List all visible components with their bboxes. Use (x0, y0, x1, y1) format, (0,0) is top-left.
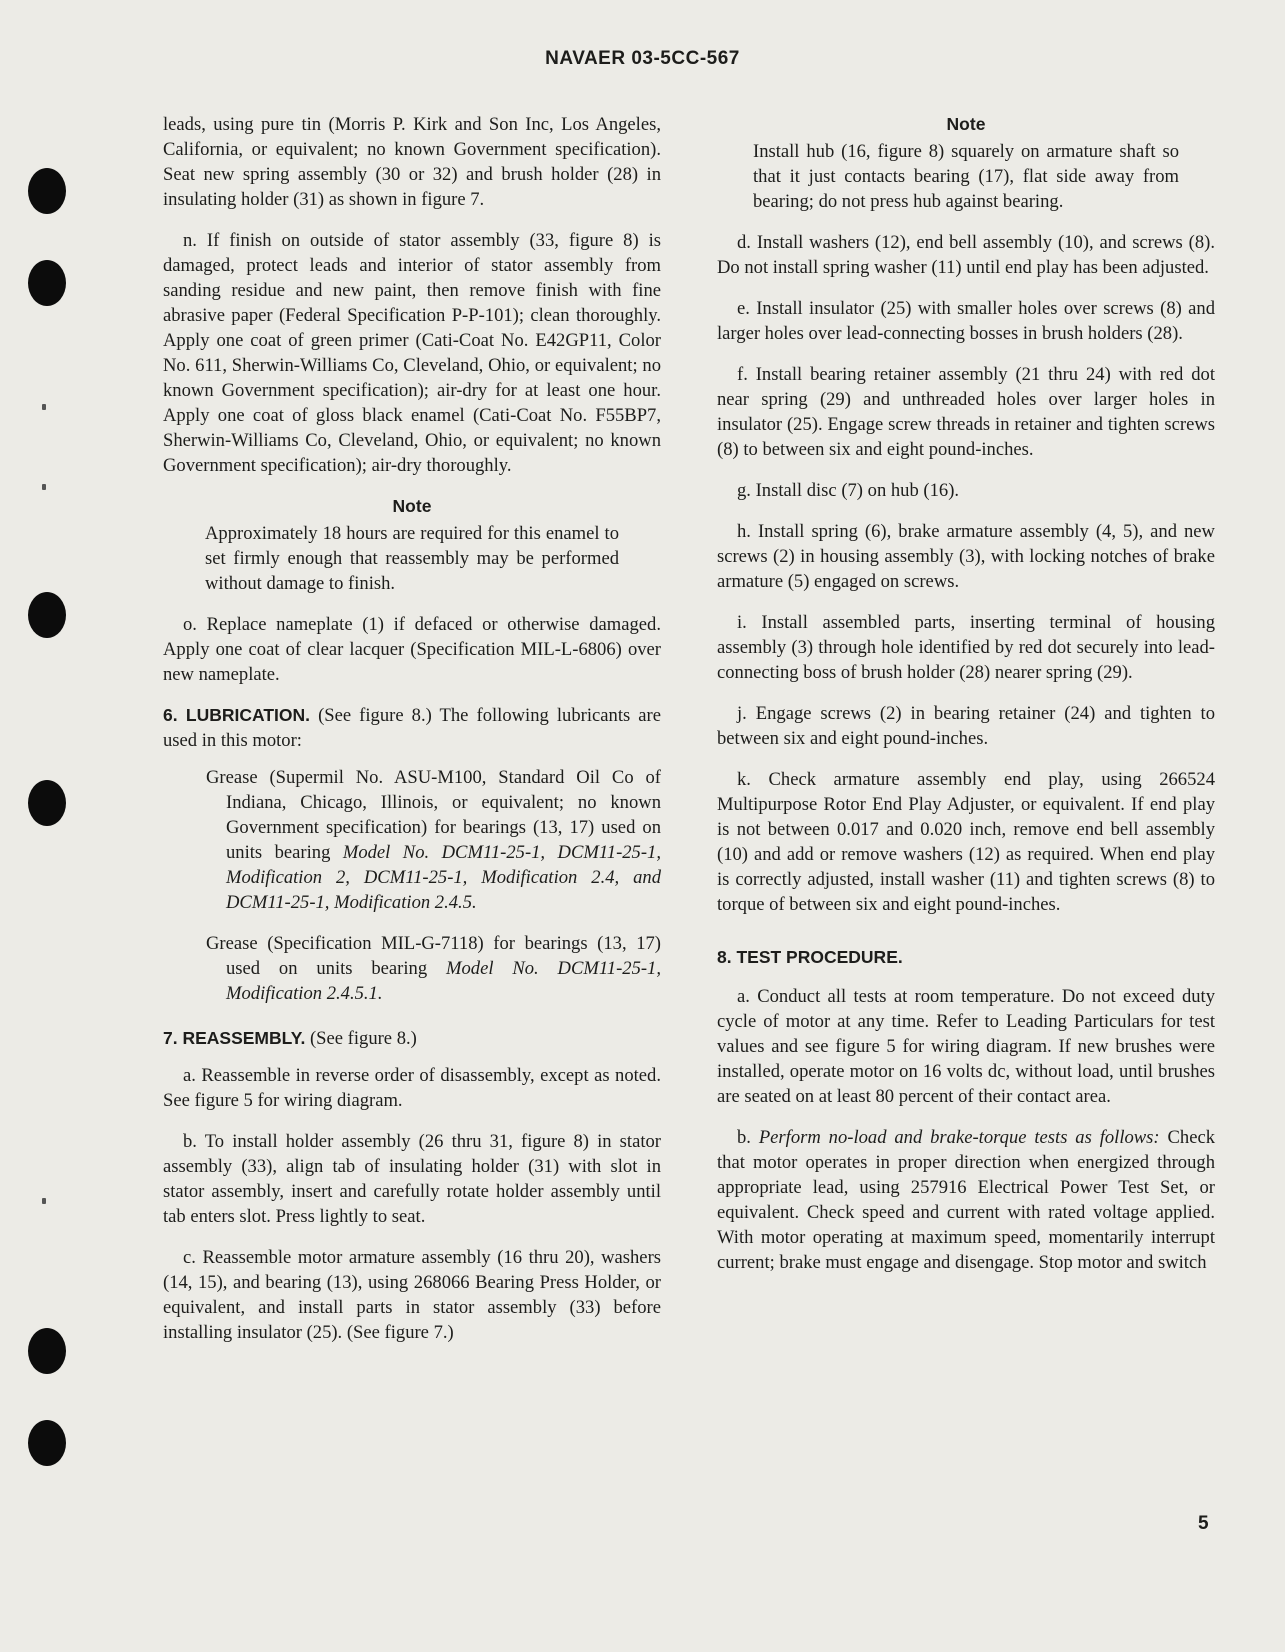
grease-1-text: Grease (Supermil No. ASU-M100, Standard Oil Co of Indiana, Chicago, Illinois, or equivalent; no known Government specification) for bearings (13, 17) used on units bearing (206, 767, 661, 863)
step-o: o. Replace nameplate (1) if defaced or otherwise damaged. Apply one coat of clear lacquer (Specification MIL-L-6806) over new nameplate. (163, 614, 661, 685)
section-6-title: 6. LUBRICATION. (163, 705, 310, 725)
step-h: h. Install spring (6), brake armature assembly (4, 5), and new screws (2) in housing assembly (3), with locking notches of brake armature (5) engaged on screws. (717, 521, 1215, 592)
step-f: f. Install bearing retainer assembly (21 thru 24) with red dot near spring (29) and unthreaded holes over larger holes in insulator (25). Engage screw threads in retainer and tighten screws (8) to between six and eight pound-inches. (717, 364, 1215, 460)
section-8 (717, 945, 1215, 970)
page-number: 5 (1198, 1513, 1209, 1534)
step-e: e. Install insulator (25) with smaller holes over screws (8) and larger holes over lead-connecting bosses in brush holders (28). (717, 298, 1215, 344)
grease-item-2 (183, 931, 661, 1006)
section-8-title: 8. TEST PROCEDURE. (717, 947, 903, 967)
step-8a: a. Conduct all tests at room temperature. Do not exceed duty cycle of motor at any time. Refer to Leading Particulars for test values and see figure 5 for wiring diagram. If new brushes were installed, operate motor on 16 volts dc, without load, until brushes are seated on at least 80 percent of their contact area. (717, 986, 1215, 1107)
note-title: Note (946, 114, 986, 134)
step-c: c. Reassemble motor armature assembly (16 thru 20), washers (14, 15), and bearing (13), using 268066 Bearing Press Holder, or equivalent, and install parts in stator assembly (33) before installing insulator (25). (See figure 7.) (163, 1247, 661, 1343)
section-7-title: 7. REASSEMBLY. (163, 1028, 306, 1048)
left-column (163, 112, 661, 1361)
binder-hole (28, 260, 66, 306)
step-g: g. Install disc (7) on hub (16). (737, 480, 960, 501)
grease-item-1 (183, 765, 661, 915)
page-header: NAVAER 03-5CC-567 (545, 48, 740, 69)
step-8b (717, 1125, 1215, 1275)
section-7-text: (See figure 8.) (305, 1028, 417, 1049)
paragraph-continued: leads, using pure tin (Morris P. Kirk and Son Inc, Los Angeles, California, or equivalent; no known Government specification). Seat new spring assembly (30 or 32) and brush holder (28) in insulating holder (31) as shown in figure 7. (163, 114, 661, 210)
grease-1-model: Model No. DCM11-25-1, DCM11-25-1, Modification 2, DCM11-25-1, Modification 2.4, and DCM11-25-1, Modification 2.4.5. (226, 842, 661, 913)
step-i: i. Install assembled parts, inserting terminal of housing assembly (3) through hole identified by red dot securely into lead-connecting boss of brush holder (28) nearer spring (29). (717, 612, 1215, 683)
section-7 (163, 1026, 661, 1051)
step-k: k. Check armature assembly end play, using 266524 Multipurpose Rotor End Play Adjuster, or equivalent. If end play is not between 0.017 and 0.020 inch, remove end bell assembly (10) and add or remove washers (12) as required. When end play is correctly adjusted, install washer (11) and tighten screws (8) to torque of between six and eight pound-inches. (717, 769, 1215, 915)
scan-speck (42, 484, 46, 490)
section-6-text: (See figure 8.) The following lubricants are used in this motor: (163, 705, 661, 751)
note-title: Note (392, 496, 432, 516)
binder-hole (28, 168, 66, 214)
scan-speck (42, 1198, 46, 1204)
note-text: Approximately 18 hours are required for this enamel to set firmly enough that reassembly may be performed without damage to finish. (205, 523, 619, 594)
binder-hole (28, 592, 66, 638)
note-text: Install hub (16, figure 8) squarely on armature shaft so that it just contacts bearing (17), flat side away from bearing; do not press hub against bearing. (753, 141, 1179, 212)
step-b: b. To install holder assembly (26 thru 31, figure 8) in stator assembly (33), align tab of insulating holder (31) with slot in stator assembly, insert and carefully rotate holder assembly until tab enters slot. Press lightly to seat. (163, 1131, 661, 1227)
step-a: a. Reassemble in reverse order of disassembly, except as noted. See figure 5 for wiring diagram. (163, 1065, 661, 1111)
binder-hole (28, 1328, 66, 1374)
binder-hole (28, 1420, 66, 1466)
step-8b-italic: Perform no-load and brake-torque tests as follows: (758, 1127, 1160, 1148)
step-j: j. Engage screws (2) in bearing retainer (24) and tighten to between six and eight pound-inches. (717, 703, 1215, 749)
step-n: n. If finish on outside of stator assembly (33, figure 8) is damaged, protect leads and interior of stator assembly from sanding residue and new paint, then remove finish with fine abrasive paper (Federal Specification P-P-101); clean thoroughly. Apply one coat of green primer (Cati-Coat No. E42GP11, Color No. 611, Sherwin-Williams Co, Cleveland, Ohio, or equivalent; no known Government specification); air-dry for at least one hour. Apply one coat of gloss black enamel (Cati-Coat No. F55BP7, Sherwin-Williams Co, Cleveland, Ohio, or equivalent; no known Government specification); air-dry thoroughly. (163, 230, 661, 476)
section-6 (163, 703, 661, 753)
binder-hole (28, 780, 66, 826)
step-d: d. Install washers (12), end bell assembly (10), and screws (8). Do not install spring washer (11) until end play has been adjusted. (717, 232, 1215, 278)
grease-2-text: Grease (Specification MIL-G-7118) for bearings (13, 17) used on units bearing (206, 933, 661, 979)
step-8b-lead: b. (737, 1127, 759, 1148)
right-column (717, 112, 1215, 1291)
scan-speck (42, 404, 46, 410)
step-8b-text: Check that motor operates in proper direction when energized through appropriate lead, using 257916 Electrical Power Test Set, or equivalent. Check speed and current with rated voltage applied. With motor operating at maximum speed, momentarily interrupt current; brake must engage and disengage. Stop motor and switch (717, 1127, 1215, 1273)
grease-2-model: Model No. DCM11-25-1, Modification 2.4.5.1. (226, 958, 662, 1004)
